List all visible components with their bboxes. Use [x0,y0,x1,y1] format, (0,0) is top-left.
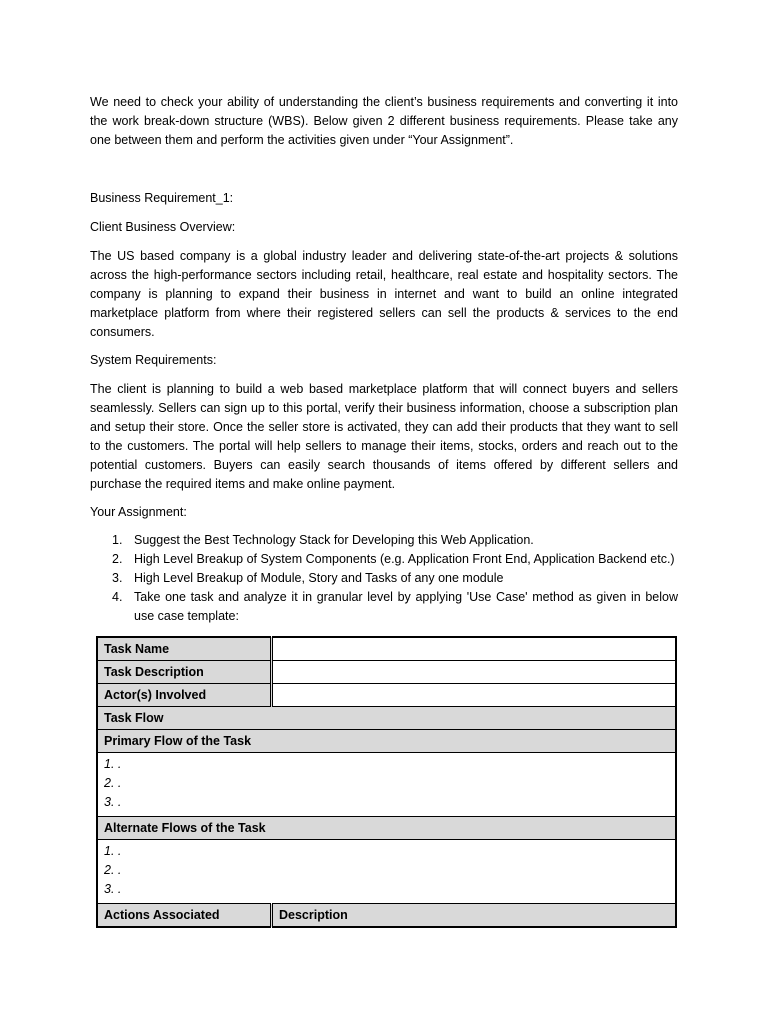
primary-flow-label: Primary Flow of the Task [97,730,676,753]
list-item-number: 4. [112,590,123,604]
assignment-list [90,531,678,626]
system-requirements-heading: System Requirements: [90,353,217,367]
list-item: 1. . [104,757,122,771]
list-item: 1. . [104,844,122,858]
table-row [97,637,676,661]
list-item-text: Take one task and analyze it in granular level by applying 'Use Case' method as given in below use case template: [134,590,678,623]
task-flow-label: Task Flow [97,707,676,730]
system-requirements-paragraph: The client is planning to build a web based marketplace platform that will connect buyers and sellers seamlessly. Sellers can sign up to this portal, verify their business information, choose a subscription plan and setup their store. Once the seller store is activated, they can add their products that they want to sell to the customers. The portal will help sellers to manage their items, stocks, orders and reach out to the potential customers. Buyers can easily search thousands of items offered by different sellers and purchase the required items and make online payment. [90,382,678,491]
task-name-label: Task Name [97,637,272,661]
assignment-heading: Your Assignment: [90,505,187,519]
task-name-cell [272,637,677,661]
use-case-template-table [96,636,677,928]
task-description-label: Task Description [97,661,272,684]
primary-flow-list [97,753,676,817]
list-item [90,550,678,569]
list-item-number: 3. [112,571,123,585]
table-row [97,684,676,707]
table-row [97,817,676,840]
table-row [97,661,676,684]
business-requirement-heading: Business Requirement_1: [90,191,234,205]
list-item-number: 1. [112,533,123,547]
client-overview-paragraph: The US based company is a global industry leader and delivering state-of-the-art projects & solutions across the high-performance sectors including retail, healthcare, real estate and hospitality sectors. The company is planning to expand their business in internet and want to build an online integrated marketplace platform from where their registered sellers can sell the products & services to the end consumers. [90,249,678,339]
alternate-flows-label: Alternate Flows of the Task [97,817,676,840]
actors-involved-label: Actor(s) Involved [97,684,272,707]
alternate-flows-list [97,840,676,904]
table-row [97,840,676,904]
actors-involved-cell [272,684,677,707]
list-item: 2. . [104,776,122,790]
list-item [90,588,678,626]
list-item [90,531,678,550]
list-item-text: High Level Breakup of System Components (e.g. Application Front End, Application Backend etc.) [134,552,675,566]
client-overview-heading: Client Business Overview: [90,220,236,234]
table-row [97,707,676,730]
list-item [90,569,678,588]
actions-associated-label: Actions Associated [97,904,272,928]
list-item-text: High Level Breakup of Module, Story and Tasks of any one module [134,571,504,585]
table-row [97,753,676,817]
list-item: 2. . [104,863,122,877]
list-item-number: 2. [112,552,123,566]
task-description-cell [272,661,677,684]
intro-paragraph: We need to check your ability of understanding the client’s business requirements and converting it into the work break-down structure (WBS). Below given 2 different business requirements. Please take any one between them and perform the activities given under “Your Assignment”. [90,95,678,147]
table-row [97,730,676,753]
description-label: Description [272,904,677,928]
list-item: 3. . [104,795,122,809]
table-row [97,904,676,928]
list-item: 3. . [104,882,122,896]
list-item-text: Suggest the Best Technology Stack for Developing this Web Application. [134,533,534,547]
